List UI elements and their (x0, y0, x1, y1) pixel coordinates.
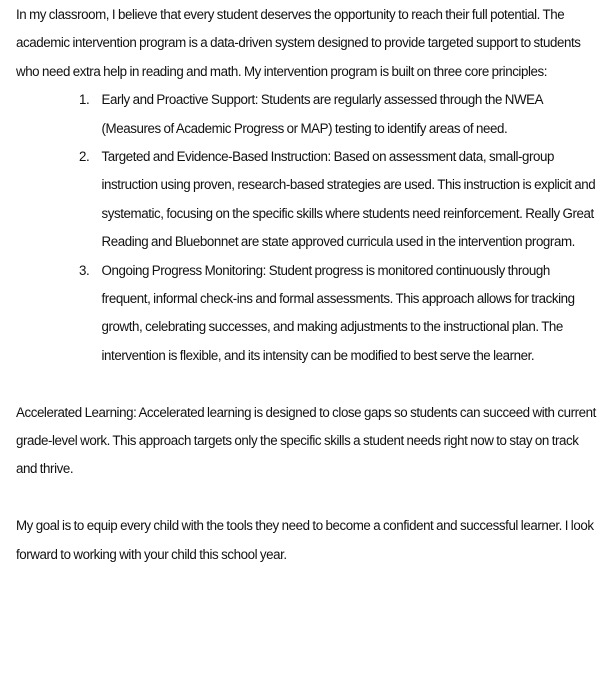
list-item-text: Ongoing Progress Monitoring: Student progress is monitored continuously through frequent, informal check-ins and formal assessments. This approach allows for tracking growth, celebrating successes, and making adjustments to the instructional plan. The intervention is flexible, and its intensity can be modified to best serve the learner. (101, 262, 575, 364)
list-item (79, 257, 599, 371)
intro-paragraph: In my classroom, I believe that every student deserves the opportunity to reach their full potential. The academic intervention program is a data-driven system designed to provide targeted support to students who need extra help in reading and math. My intervention program is built on three core principles: (15, 7, 581, 80)
accelerated-learning-paragraph: Accelerated Learning: Accelerated learning is designed to close gaps so students can succeed with current grade-level work. This approach targets only the specific skills a student needs right now to stay on track and thrive. (15, 404, 596, 478)
list-item (79, 143, 599, 257)
paragraph-spacer (16, 370, 599, 398)
principles-list (16, 86, 599, 370)
list-number: 3. (78, 262, 90, 279)
list-item (79, 86, 599, 143)
list-number: 1. (78, 92, 90, 109)
list-item-text: Early and Proactive Support: Students are regularly assessed through the NWEA (Measures of Academic Progress or MAP) testing to identify areas of need. (101, 92, 543, 137)
list-item-text: Targeted and Evidence-Based Instruction: Based on assessment data, small-group instruction using proven, research-based strategies are used. This instruction is explicit and systematic, focusing on the specific skills where students need reinforcement. Really Great Reading and Bluebonnet are state approved curricula used in the intervention program. (101, 149, 596, 251)
closing-paragraph: My goal is to equip every child with the tools they need to become a confident and successful learner. I look forward to working with your child this school year. (15, 518, 594, 563)
paragraph-spacer (16, 484, 599, 512)
list-number: 2. (78, 149, 90, 166)
